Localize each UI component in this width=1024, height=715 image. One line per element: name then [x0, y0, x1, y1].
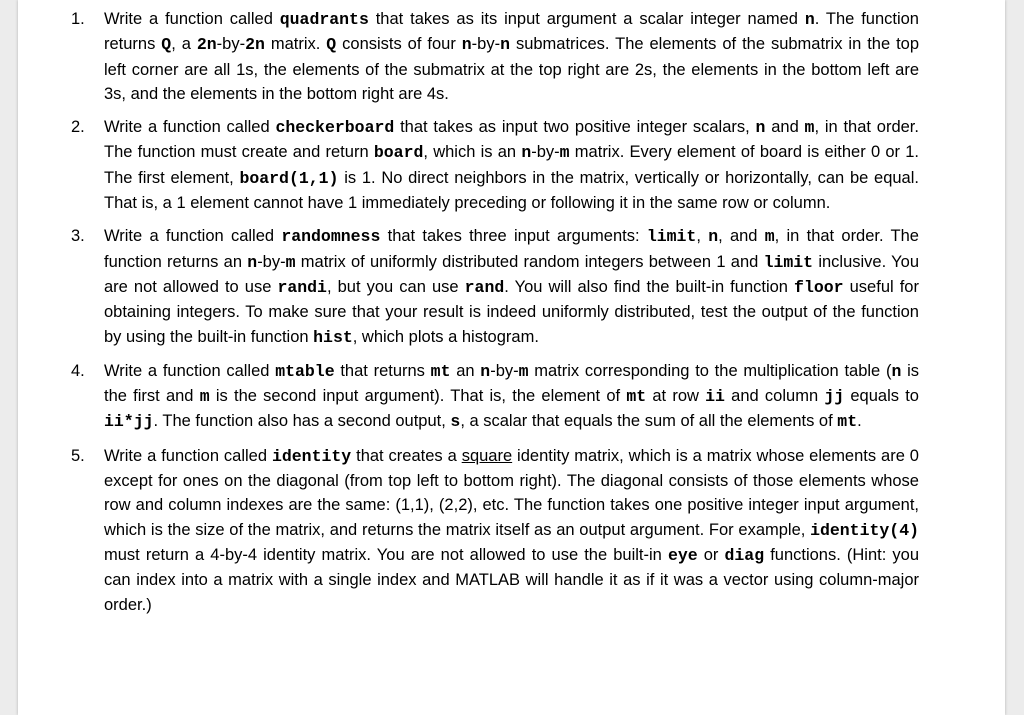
code-term: jj: [824, 387, 845, 407]
document-page: [18, 0, 1005, 715]
text-run: , a scalar that equals the sum of all the elements of: [460, 412, 838, 431]
code-term: diag: [724, 545, 765, 565]
text-run: or: [697, 545, 725, 564]
code-term: randi: [277, 277, 327, 297]
code-term: checkerboard: [275, 118, 395, 138]
text-run: . The function also has a second output,: [153, 412, 451, 431]
text-run: Write a function called: [104, 446, 272, 465]
problem-item: [71, 7, 920, 106]
text-run: functions. (Hint: you can index into a matrix with a single index and MATLAB will handle it as if it was a vector using column-major order.): [104, 545, 920, 614]
text-run: , a: [171, 35, 197, 54]
code-term: mt: [626, 387, 647, 407]
problem-number: 3.: [71, 227, 85, 246]
code-term: m: [518, 361, 529, 381]
text-run: inclusive. You are not allowed to use: [104, 252, 919, 296]
text-run: that creates a: [351, 446, 462, 465]
code-term: mt: [430, 361, 451, 381]
code-term: quadrants: [279, 10, 369, 29]
text-run: . You will also find the built-in function: [504, 277, 795, 296]
text-run: Write a function called: [104, 118, 276, 137]
problem-item: [71, 115, 920, 215]
text-run: Write a function called: [104, 227, 282, 246]
text-run: equals to: [844, 387, 919, 406]
code-term: m: [804, 118, 815, 138]
code-term: limit: [763, 252, 814, 272]
text-run: that returns: [334, 361, 431, 380]
problem-text: [104, 359, 919, 435]
code-term: Q: [326, 35, 337, 55]
text-run: -by-: [531, 143, 560, 162]
text-run: Write a function called: [104, 10, 280, 28]
problem-number: 4.: [71, 361, 85, 380]
text-run: that takes three input arguments:: [380, 227, 647, 246]
problem-list: [71, 7, 920, 626]
code-term: n: [708, 227, 719, 247]
text-run: must return a 4-by-4 identity matrix. You are not allowed to use the built-in: [104, 545, 668, 564]
text-run: ,: [696, 227, 709, 246]
text-run: , which plots a histogram.: [352, 327, 539, 346]
code-term: hist: [313, 327, 353, 347]
code-term: floor: [794, 277, 844, 297]
code-term: identity(4): [810, 520, 919, 540]
code-term: rand: [464, 277, 505, 297]
text-run: identity matrix, which is a matrix whose elements are 0 except for ones on the diagonal (from top left to bottom right). The diagonal consists of those elements whose row and column indexes are the same: (1,1), (2,2), etc. The function takes one positive integer input argument, which is the size of the matrix, and returns the matrix itself as an output argument. For example,: [104, 446, 919, 539]
code-term: n: [247, 252, 258, 272]
code-term: ii*jj: [104, 412, 154, 432]
code-term: n: [521, 143, 532, 163]
code-term: eye: [667, 545, 698, 565]
code-term: n: [480, 361, 491, 381]
problem-text: [104, 7, 919, 106]
problem-number: 5.: [71, 446, 85, 465]
code-term: randomness: [281, 227, 381, 247]
code-term: mt: [837, 412, 858, 432]
code-term: board(1,1): [239, 168, 339, 188]
code-term: m: [764, 227, 775, 247]
text-run: at row: [646, 387, 706, 406]
text-run: , and: [718, 227, 765, 246]
code-term: n: [461, 35, 472, 55]
text-run: , which is an: [423, 143, 522, 162]
code-term: n: [755, 118, 766, 138]
code-term: identity: [271, 446, 352, 466]
code-term: ii: [705, 387, 725, 407]
text-run: matrix of uniformly distributed random integers between 1 and: [295, 252, 764, 271]
code-term: m: [559, 143, 570, 163]
text-run: is the second input argument). That is, the element of: [209, 387, 627, 406]
code-term: mtable: [275, 361, 335, 381]
code-term: n: [804, 10, 815, 29]
text-run: matrix. Every element of board is either 0 or 1. The first element,: [104, 143, 920, 187]
text-run: and: [765, 118, 805, 137]
code-term: s: [450, 412, 461, 432]
problem-item: [71, 359, 920, 435]
code-term: n: [891, 361, 902, 381]
problem-number: 2.: [71, 118, 85, 137]
text-run: -by-: [490, 361, 519, 380]
text-run: is 1. No direct neighbors in the matrix, vertically or horizontally, can be equal. That is, a 1 element cannot have 1 immediately preceding or following it in the same row or column.: [104, 168, 919, 213]
text-run: that takes as its input argument a scalar integer named: [368, 10, 805, 28]
code-term: 2n: [245, 35, 265, 55]
code-term: 2n: [196, 35, 217, 55]
problem-text: [104, 224, 919, 349]
problem-number: 1.: [71, 10, 85, 28]
problem-item: [71, 224, 919, 349]
code-term: Q: [161, 35, 172, 55]
text-run: useful for obtaining integers. To make sure that your result is indeed uniformly distributed, test the output of the function by using the built-in function: [104, 277, 919, 346]
text-run: consists of four: [336, 35, 462, 54]
problem-item: [71, 444, 920, 617]
text-run: that takes as input two positive integer scalars,: [394, 118, 756, 137]
text-run: -by-: [471, 35, 501, 54]
code-term: m: [285, 252, 296, 272]
text-run: -by-: [257, 252, 286, 271]
text-run: , in that order. The function returns an: [104, 227, 919, 271]
text-run: submatrices. The elements of the submatrix in the top left corner are all 1s, the elements of the submatrix at the top right are 2s, the elements in the bottom left are 3s, and the elements in the bottom right are 4s.: [104, 35, 920, 103]
text-run: Write a function called: [104, 361, 276, 380]
text-run: an: [450, 361, 481, 380]
text-run: matrix.: [264, 35, 327, 54]
text-run: and column: [724, 387, 825, 406]
text-run: , in that order. The function must create and return: [104, 118, 919, 162]
text-run: matrix corresponding to the multiplication table (: [528, 361, 892, 380]
text-run: -by-: [216, 35, 246, 54]
code-term: limit: [646, 227, 697, 247]
code-term: n: [500, 35, 510, 55]
code-term: m: [199, 387, 210, 407]
underlined-term: square: [461, 446, 513, 465]
problem-text: [104, 444, 919, 617]
problem-text: [104, 115, 919, 215]
code-term: board: [373, 143, 424, 163]
text-run: .: [857, 412, 862, 431]
text-run: . The function returns: [104, 10, 919, 54]
text-run: , but you can use: [326, 277, 465, 296]
text-run: is the first and: [104, 361, 920, 406]
